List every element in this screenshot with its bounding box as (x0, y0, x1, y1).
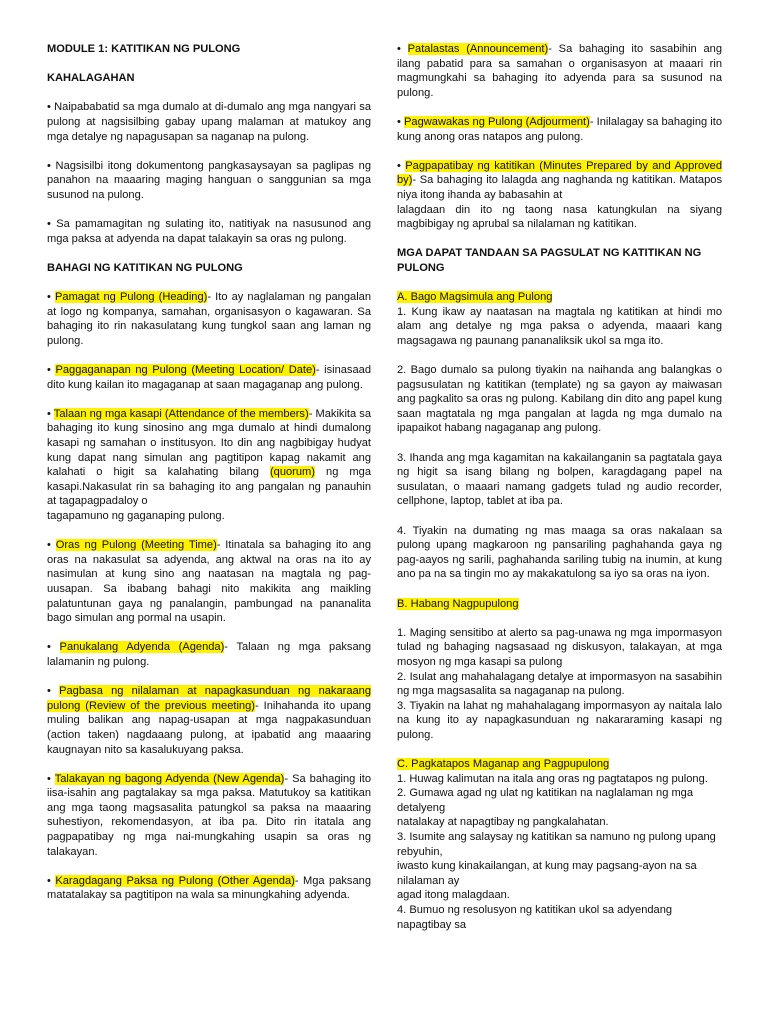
bahagi-item-time: • Oras ng Pulong (Meeting Time)- Itinatala sa bahaging ito ang oras na nakasulat sa adyenda, ang aktwal na oras na ito ay nasimulan at kung sino ang naatasan na magtala ng pag-uusapan. Sa ibabang bahagi nito makikita ang maikling palatuntunan gaya ng panalangin, pambungad na pananalita bago simulan ang pormal na usapin. (47, 539, 371, 625)
highlighted-term: Panukalang Adyenda (Agenda) (59, 641, 225, 654)
highlighted-term: Talakayan ng bagong Adyenda (New Agenda) (54, 772, 285, 785)
highlighted-term: A. Bago Magsimula ang Pulong (397, 291, 553, 304)
highlighted-term: Paggaganapan ng Pulong (Meeting Location/ Date) (55, 364, 316, 377)
bahagi-item-attendance-cont: tagapamuno ng gaganaping pulong. (47, 510, 225, 522)
section-b-heading (397, 597, 722, 612)
bahagi-item-approval: • Pagpapatibay ng katitikan (Minutes Prepared by and Approved by)- Sa bahaging ito lalagda ang naghanda ng katitikan. Matapos niya itong ihanda ay babasahin at (397, 159, 723, 201)
highlighted-term: Pagbasa ng nilalaman at napagkasunduan ng nakaraang pulong (Review of the previous meeting) (47, 685, 371, 712)
section-a-item: 1. Kung ikaw ay naatasan na magtala ng katitikan at hindi mo alam ang detalye ng mga paksa o adyenda, maaari kang magsagawa ng paunang pananaliksik ukol sa mga ito. (397, 305, 722, 347)
bahagi-item-attendance: • Talaan ng mga kasapi (Attendance of the members)- Makikita sa bahaging ito kung sinosino ang mga dumalo at hindi dumalong kasapi ng samahan o institusyon. Ito din ang nagbibigay hudyat kung dapat nang simulan ang pagtitipon kapag nakamit ang kalahati o higit sa kalahating bilang (quorum) ng mga kasapi.Nakasulat rin sa bahaging ito ang pangalan ng panauhin at tagapagpadaloy o (47, 407, 372, 508)
section-c-item: 1. Huwag kalimutan na itala ang oras ng pagtatapos ng pulong. (397, 772, 708, 785)
highlighted-term: Karagdagang Paksa ng Pulong (Other Agenda) (55, 874, 295, 887)
highlighted-term: Talaan ng mga kasapi (Attendance of the members) (53, 407, 309, 420)
kahalagahan-item: • Nagsisilbi itong dokumentong pangkasaysayan sa paglipas ng panahon na maaaring maging hanguan o sanggunian sa mga susunod na pulong. (47, 159, 371, 201)
section-a-item: 2. Bago dumalo sa pulong tiyakin na naihanda ang balangkas o pagsusulatan ng katitikan (template) ng sa gayon ay maiwasan ang pagkalito sa oras ng pulong. Kabilang din dito ang papel kung saan magtatala ng mga pangalan at lagda ng mga dumalo na ipapaikot habang nagaganap ang pulong. (397, 364, 722, 435)
section-c-item: 2. Gumawa agad ng ulat ng katitikan na naglalaman ng mga detalyeng (397, 787, 694, 814)
section-c-item: 4. Bumuo ng resolusyon ng katitikan ukol sa adyendang napagtibay sa (397, 904, 673, 931)
bahagi-item-location: • Paggaganapan ng Pulong (Meeting Location/ Date)- isinasaad dito kung kailan ito magaganap at saan magaganap ang pulong. (47, 364, 371, 391)
highlighted-term: Pagpapatibay ng katitikan (Minutes Prepared by and Approved by) (397, 159, 723, 187)
highlighted-term: C. Pagkatapos Maganap ang Pagpupulong (397, 758, 610, 771)
highlighted-term: B. Habang Nagpupulong (397, 597, 519, 610)
section-a-heading (397, 290, 722, 305)
module-title: MODULE 1: KATITIKAN NG PULONG (47, 43, 241, 55)
left-column (47, 42, 371, 918)
bahagi-item-announcement: • Patalastas (Announcement)- Sa bahaging ito sasabihin ang ilang pabatid para sa samahan o organisasyon at maaari rin magmungkahi sa bahaging ito adyenda para sa susunod na pulong. (397, 43, 722, 99)
kahalagahan-heading: KAHALAGAHAN (47, 72, 135, 85)
kahalagahan-item: • Naipababatid sa mga dumalo at di-dumalo ang mga nangyari sa pulong at nagsisilbing gabay upang malaman at matukoy ang mga detalye ng napagusapan sa naganap na pulong. (47, 101, 371, 143)
highlighted-term: Pamagat ng Pulong (Heading) (55, 291, 208, 304)
bahagi-item-adjournment: • Pagwawakas ng Pulong (Adjourment)- Inilalagay sa bahaging ito kung anong oras natapos ang pulong. (397, 115, 723, 143)
kahalagahan-item: • Sa pamamagitan ng sulating ito, natitiyak na nasusunod ang mga paksa at adyenda na dapat talakayin sa oras ng pulong. (47, 218, 371, 245)
bahagi-item-approval-cont: lalagdaan din ito ng taong nasa katungkulan na siyang magbibigay ng aprubal sa nilalaman ng katitikan. (397, 203, 722, 231)
section-b-item: 1. Maging sensitibo at alerto sa pag-unawa ng mga impormasyon tulad ng bahaging nagsasaad ng diskusyon, talakayan, at mga mosyon ng mga kasapi sa pulong (397, 626, 722, 668)
section-a-item: 3. Ihanda ang mga kagamitan na kakailanganin sa pagtatala gaya ng higit sa isang bilang ng bolpen, karagdagang papel na susulatan, o maaari namang gadgets tulad ng audio recorder, cellphone, laptop, tablet at iba pa. (397, 451, 722, 508)
tandaan-heading: MGA DAPAT TANDAAN SA PAGSULAT NG KATITIKAN NG PULONG (397, 247, 702, 274)
section-c-heading (397, 757, 722, 772)
bahagi-item-new-agenda: • Talakayan ng bagong Adyenda (New Agenda)- Sa bahaging ito iisa-isahin ang pagtalakay sa mga paksa. Matutukoy sa katitikan ang mga taong magsasalita patungkol sa paksa na maaaring suhestiyon, rekomendasyon, at iba pa. Dito rin itatala ang pagpapatibay ng mga nai-mungkahing usapin sa oras ng talakayan. (47, 772, 372, 858)
section-c-item: agad itong malagdaan. (397, 889, 510, 902)
section-b-item: 2. Isulat ang mahahalagang detalye at impormasyon na sasabihin ng mga magsasalita sa nagaganap na pulong. (397, 670, 722, 698)
highlighted-term: (quorum) (269, 466, 315, 479)
section-c-item: 3. Isumite ang salaysay ng katitikan sa namuno ng pulong upang rebyuhin, (397, 831, 716, 858)
section-a-item: 4. Tiyakin na dumating ng mas maaga sa oras nakalaan sa pulong upang magkaroon ng pansariling paghahanda gaya ng pag-aayos ng sarili, paghahanda sariling tubig na inumin, at kung ano pa na sa tingin mo ay makakatulong sa iyo sa oras na iyon. (397, 524, 722, 581)
bahagi-item-review: • Pagbasa ng nilalaman at napagkasunduan ng nakaraang pulong (Review of the previous meeting)- Inihahanda ito upang muling balikan ang napag-usapan at mga nagpakasunduan (action taken) nagdaaang pulong, at ipabatid ang maaaring kaugnayan nito sa kasalukuyang paksa. (47, 685, 371, 756)
bahagi-heading: BAHAGI NG KATITIKAN NG PULONG (47, 261, 243, 274)
bahagi-item-heading: • Pamagat ng Pulong (Heading)- Ito ay naglalaman ng pangalan at logo ng kompanya, samahan, organisasyon o kagawaran. Sa bahaging ito rin nakasulatang kung tungkol saan ang laman ng pulong. (47, 291, 371, 347)
highlighted-term: Patalastas (Announcement) (407, 43, 549, 55)
bahagi-item-other-agenda: • Karagdagang Paksa ng Pulong (Other Agenda)- Mga paksang matatalakay sa pagtitipon na wala sa minungkahing adyenda. (47, 874, 371, 902)
highlighted-term: Pagwawakas ng Pulong (Adjourment) (404, 115, 590, 128)
bahagi-item-agenda: • Panukalang Adyenda (Agenda)- Talaan ng mga paksang lalamanin ng pulong. (47, 641, 371, 668)
section-b-item: 3. Tiyakin na lahat ng mahahalagang impormasyon ay naitala lalo na kung ito ay napagkasunduan ng nakararaming kasapi ng pulong. (397, 699, 722, 741)
section-c-item: natalakay at napagtibay ng pangkalahatan. (397, 816, 609, 829)
section-c-item: iwasto kung kinakailangan, at kung may pagsang-ayon na sa nilalaman ay (397, 860, 697, 887)
highlighted-term: Oras ng Pulong (Meeting Time) (55, 539, 217, 552)
right-column (397, 42, 722, 932)
